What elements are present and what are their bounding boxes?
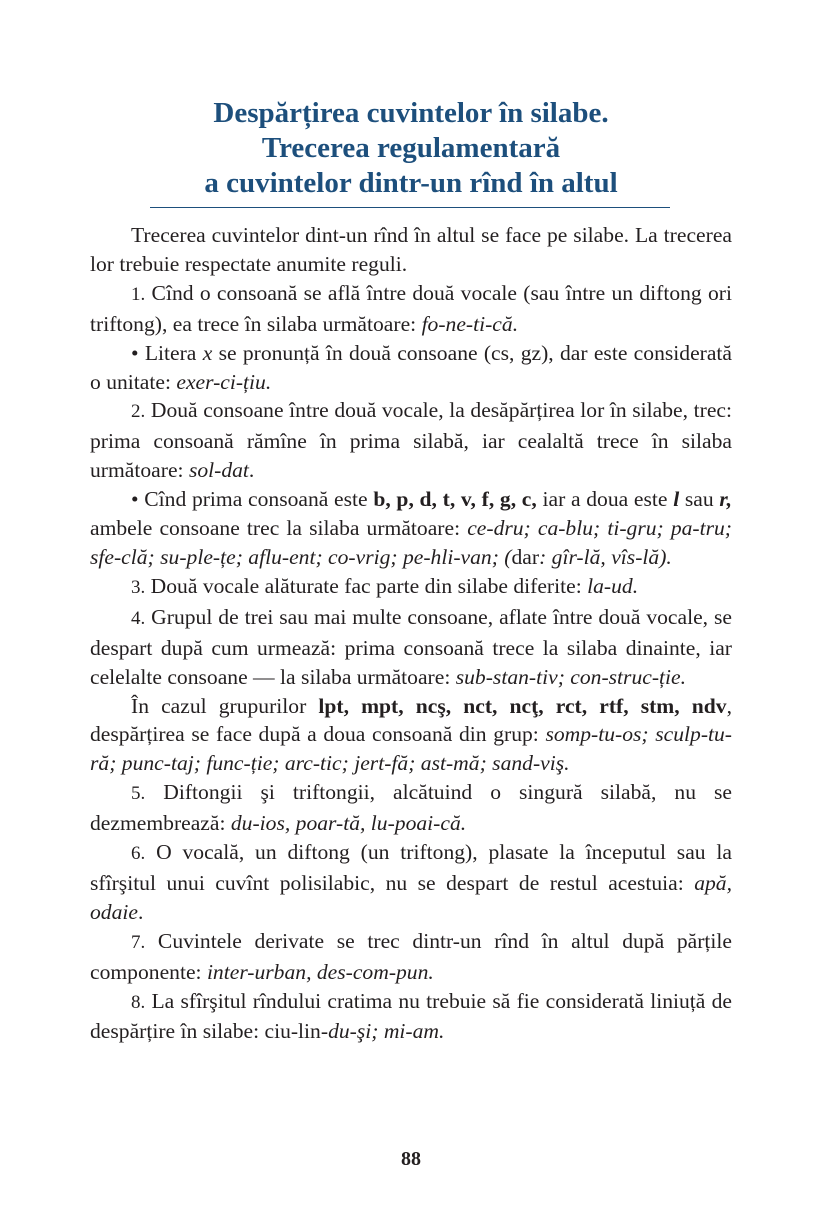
rule-text: Grupul de trei sau mai multe consoane, aflate între două vocale, se despart după cum urmează: prima consoană trece la silaba dinainte, iar celelalte consoane — la silaba următoare:	[90, 604, 732, 689]
rule-number: 5.	[131, 783, 146, 805]
bullet-2	[90, 485, 732, 572]
bullet-text: sau	[679, 487, 720, 512]
rule-number: 4.	[131, 607, 146, 629]
title-line-1: Despărțirea cuvintelor în silabe.	[213, 97, 609, 129]
rule-text: Cînd o consoană se află între două vocale (sau între un diftong ori triftong), ea trece în silaba următoare:	[90, 280, 732, 336]
bullet-1	[90, 339, 732, 397]
rule-number: 8.	[131, 991, 146, 1013]
rule-text: Două consoane între două vocale, la desăpărțirea lor în silabe, trec: prima consoană rămîne în prima silabă, iar cealaltă trece în silaba următoare:	[90, 398, 732, 483]
rule-number: 7.	[131, 931, 146, 953]
rule-example: sub-stan-tiv; con-struc-ție.	[455, 664, 687, 689]
rule-text: Două vocale alăturate fac parte din silabe diferite:	[145, 573, 588, 598]
rule-example: apă, odaie	[90, 870, 732, 924]
consonant-groups: lpt, mpt, ncş, nct, ncţ, rct, rtf, stm, ndv	[318, 693, 727, 718]
rule-8	[90, 987, 732, 1047]
rule-example: : gîr-lă, vîs-lă).	[539, 544, 672, 569]
rule-4	[90, 603, 732, 692]
rule-5	[90, 778, 732, 838]
intro-text: Trecerea cuvintelor dint-un rînd în altul se face pe silabe. La trecerea lor trebuie respectate anumite reguli.	[90, 223, 732, 276]
rule-7	[90, 927, 732, 987]
rule-number: 1.	[131, 283, 146, 305]
bullet-text: se pronunță în două consoane (cs, gz), dar este considerată o unitate:	[90, 340, 733, 394]
punctuation: .	[137, 899, 144, 924]
rule-example: exer-ci-țiu.	[176, 369, 272, 394]
paragraph-intro	[90, 221, 732, 279]
punctuation: .	[248, 458, 255, 483]
page-title	[0, 96, 822, 201]
bullet-text: • Litera	[131, 340, 203, 365]
rule-example: fo-ne-ti-că.	[421, 311, 519, 336]
rule-example: inter-urban, des-com-pun.	[206, 959, 434, 984]
rule-example: somp-tu-os; sculp-tu-ră; punc-taj; func-ție; arc-tic; jert-fă; ast-mă; sand-viş.	[90, 722, 732, 776]
page-number: 88	[401, 1148, 421, 1170]
rule-1	[90, 279, 732, 339]
rule-number: 3.	[131, 576, 146, 598]
title-line-3: a cuvintelor dintr-un rînd în altul	[204, 167, 618, 199]
rule-example: du-ios, poar-tă, lu-poai-că.	[230, 811, 467, 836]
rule-text: , despărțirea se face după a doua consoană din grup:	[90, 693, 732, 747]
rule-text: Diftongii şi triftongii, alcătuind o singură silabă, nu se dezmembrează:	[90, 780, 732, 836]
rule-example: la-ud.	[587, 573, 639, 598]
bullet-text: iar a doua este	[536, 487, 674, 512]
rule-6	[90, 838, 732, 927]
rule-number: 6.	[131, 843, 146, 865]
rule-text: La sfîrşitul rîndului cratima nu trebuie să fie considerată liniuță de despărțire în silabe: ciu-lin-	[90, 988, 732, 1044]
rule-example: du-şi; mi-am.	[328, 1019, 445, 1044]
dar-word: dar	[511, 544, 540, 569]
rule-example: sol-dat	[188, 458, 249, 483]
rule-text: Cuvintele derivate se trec dintr-un rînd în altul după părțile componente:	[90, 928, 732, 984]
letter-l: l	[673, 487, 680, 512]
rule-text: În cazul grupurilor	[131, 693, 319, 718]
letter-r: r,	[719, 487, 732, 512]
letter-x: x	[202, 340, 213, 365]
bullet-text: ambele consoane trec la silaba următoare:	[90, 516, 468, 541]
rule-example: ce-dru; ca-blu; ti-gru; pa-tru; sfe-clă; su-ple-țe; aflu-ent; co-vrig; pe-hli-van; (	[90, 516, 732, 569]
rule-2	[90, 396, 732, 485]
rule-3	[90, 572, 732, 603]
bullet-text: • Cînd prima consoană este	[131, 487, 374, 512]
body-text	[90, 221, 732, 1046]
title-underline	[150, 207, 670, 208]
consonant-list: b, p, d, t, v, f, g, c,	[373, 487, 537, 512]
rule-number: 2.	[131, 401, 146, 423]
rule-text: O vocală, un diftong (un triftong), plasate la începutul sau la sfîrşitul unui cuvînt polisilabic, nu se despart de restul acestuia:	[90, 840, 732, 895]
title-line-2: Trecerea regulamentară	[261, 132, 561, 164]
rule-4-groups	[90, 692, 732, 779]
